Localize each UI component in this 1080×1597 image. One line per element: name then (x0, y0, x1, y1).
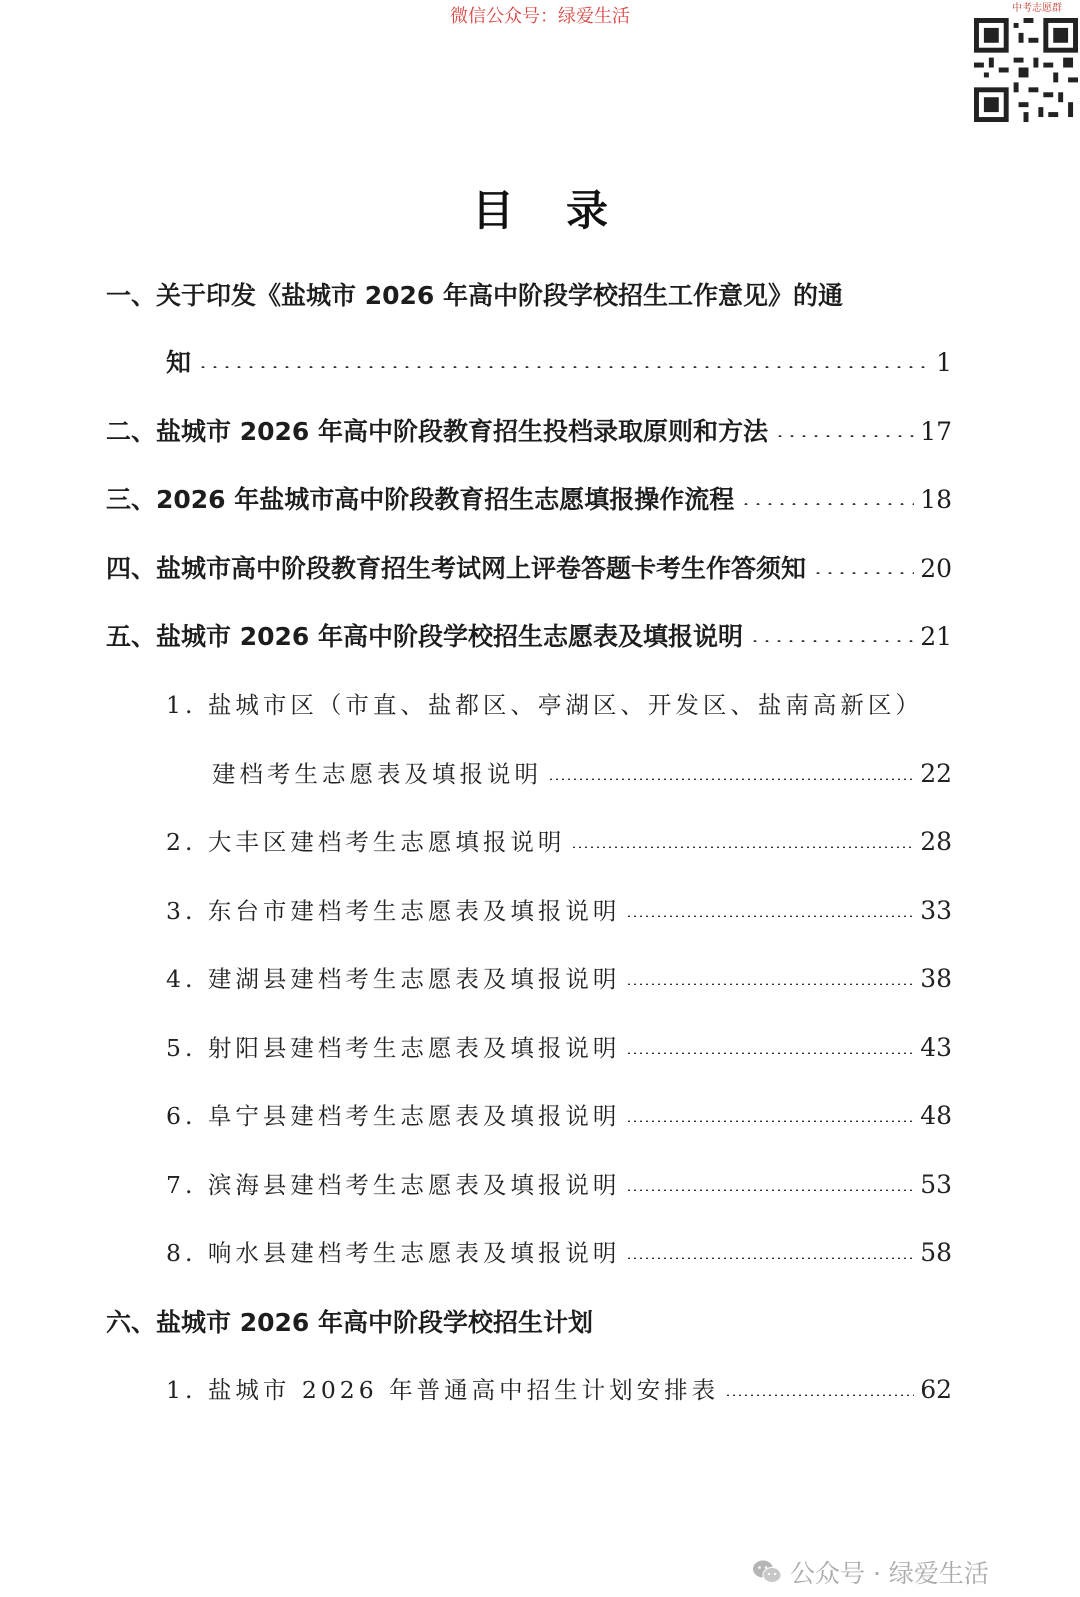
toc-subentry-5-2[interactable] (166, 823, 952, 857)
toc-page-number: 53 (920, 1170, 952, 1199)
toc-entry-5[interactable] (106, 617, 952, 651)
dot-leader (812, 572, 914, 574)
toc-subentry-5-8[interactable] (166, 1234, 952, 1268)
toc-entry-label: 六、盐城市 2026 年高中阶段学校招生计划 (106, 1308, 593, 1337)
dot-leader (197, 366, 930, 368)
toc-page-number: 43 (920, 1033, 952, 1062)
dot-leader (571, 846, 914, 848)
toc-page-number: 18 (920, 485, 952, 514)
dot-leader (626, 1052, 914, 1054)
toc-subentry-5-6[interactable] (166, 1097, 952, 1131)
toc-entry-label: 5. 射阳县建档考生志愿表及填报说明 (166, 1034, 621, 1062)
toc-page-number: 62 (920, 1375, 952, 1404)
toc-subentry-5-5[interactable] (166, 1029, 952, 1063)
toc-entry-label: 1. 盐城市 2026 年普通高中招生计划安排表 (166, 1376, 720, 1404)
dot-leader (626, 1120, 914, 1122)
toc-entry-label: 8. 响水县建档考生志愿表及填报说明 (166, 1239, 621, 1267)
toc-entry-label: 一、关于印发《盐城市 2026 年高中阶段学校招生工作意见》的通 (106, 281, 843, 310)
toc-entry-6[interactable] (106, 1303, 952, 1337)
qr-code-icon (974, 18, 1078, 122)
toc-entry-label: 建档考生志愿表及填报说明 (212, 760, 542, 788)
toc-entry-label: 6. 阜宁县建档考生志愿表及填报说明 (166, 1102, 621, 1130)
toc-page-number: 22 (920, 759, 952, 788)
toc-page-number: 28 (920, 827, 952, 856)
toc-subentry-5-7[interactable] (166, 1166, 952, 1200)
bottom-watermark-text: 公众号 · 绿爱生活 (790, 1559, 989, 1588)
dot-leader (725, 1394, 914, 1396)
toc-subentry-5-4[interactable] (166, 960, 952, 994)
toc-page-number: 20 (920, 554, 952, 583)
toc-entry-label: 知 (166, 348, 192, 377)
toc-entry-label: 二、盐城市 2026 年高中阶段教育招生投档录取原则和方法 (106, 417, 768, 446)
dot-leader (740, 503, 914, 505)
toc-page-number: 17 (920, 417, 952, 446)
toc-subentry-5-1-cont[interactable] (212, 755, 952, 789)
toc-entry-label: 4. 建湖县建档考生志愿表及填报说明 (166, 965, 621, 993)
dot-leader (626, 915, 914, 917)
wechat-icon (752, 1559, 782, 1585)
top-watermark: 微信公众号：绿爱生活 (450, 6, 630, 27)
toc-entry-label: 四、盐城市高中阶段教育招生考试网上评卷答题卡考生作答须知 (106, 554, 807, 583)
dot-leader (626, 1189, 914, 1191)
toc-entry-label: 1. 盐城市区（市直、盐都区、亭湖区、开发区、盐南高新区） (166, 691, 923, 719)
toc-entry-3[interactable] (106, 480, 952, 514)
toc-page-number: 48 (920, 1101, 952, 1130)
dot-leader (548, 778, 914, 780)
bottom-watermark (752, 1556, 989, 1588)
toc-entry-label: 三、2026 年盐城市高中阶段教育招生志愿填报操作流程 (106, 485, 735, 514)
dot-leader (626, 983, 914, 985)
qr-badge: 中考志愿群 (1012, 3, 1062, 14)
toc-page-number: 21 (920, 622, 952, 651)
toc-entry-4[interactable] (106, 549, 952, 583)
toc-entry-label: 3. 东台市建档考生志愿表及填报说明 (166, 897, 621, 925)
toc-entry-label: 7. 滨海县建档考生志愿表及填报说明 (166, 1171, 621, 1199)
dot-leader (774, 435, 914, 437)
toc-subentry-5-3[interactable] (166, 892, 952, 926)
dot-leader (749, 640, 914, 642)
toc-page-number: 38 (920, 964, 952, 993)
page-title: 目录 (471, 186, 660, 235)
toc-entry-label: 五、盐城市 2026 年高中阶段学校招生志愿表及填报说明 (106, 622, 743, 651)
toc-page-number: 1 (936, 348, 952, 377)
toc-entry-1[interactable] (106, 276, 952, 310)
toc-subentry-6-1[interactable] (166, 1371, 952, 1405)
toc-subentry-5-1[interactable] (166, 686, 952, 720)
toc-page-number: 33 (920, 896, 952, 925)
dot-leader (626, 1257, 914, 1259)
toc-entry-label: 2. 大丰区建档考生志愿填报说明 (166, 828, 566, 856)
toc-entry-2[interactable] (106, 412, 952, 446)
toc-page-number: 58 (920, 1238, 952, 1267)
toc-entry-1-cont[interactable] (166, 343, 952, 377)
